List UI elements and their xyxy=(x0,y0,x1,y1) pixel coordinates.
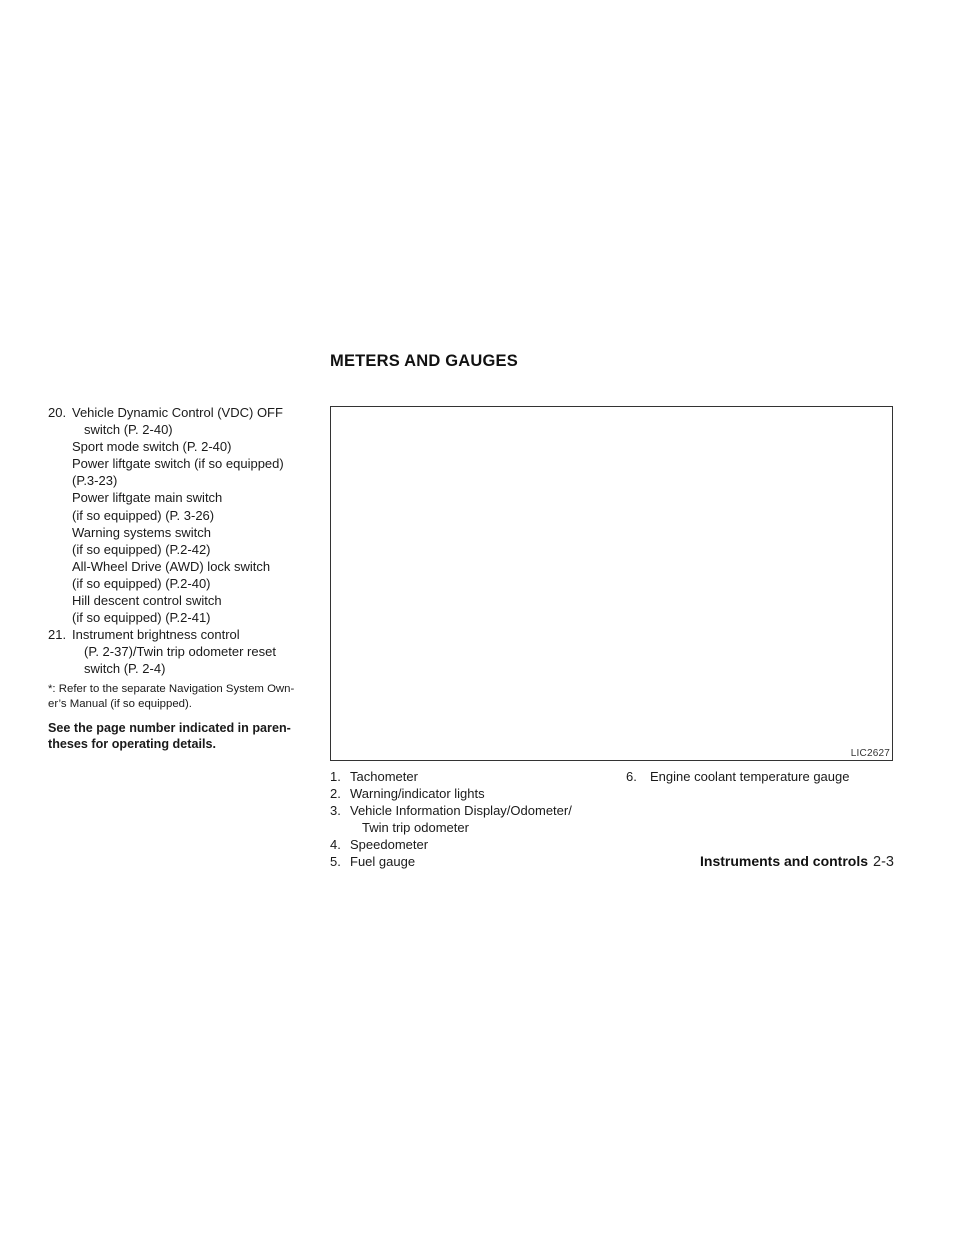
callout-number: 5. xyxy=(330,854,341,870)
page-footer xyxy=(700,853,894,870)
callout-text: Fuel gauge xyxy=(350,854,416,870)
callout-item xyxy=(330,836,600,853)
footer-section-name: Instruments and controls xyxy=(700,853,869,869)
item-line: (P.3-23) xyxy=(72,473,118,489)
operating-details-note xyxy=(48,720,320,752)
callout-number: 6. xyxy=(626,769,637,784)
callout-text-continued: Twin trip odometer xyxy=(362,820,469,836)
callout-number: 1. xyxy=(330,769,341,784)
callout-item xyxy=(330,785,600,802)
callout-list-left xyxy=(330,768,600,871)
item-body xyxy=(72,404,320,626)
callout-item xyxy=(330,768,600,785)
section-title: METERS AND GAUGES xyxy=(330,352,518,370)
item-line: switch (P. 2-4) xyxy=(84,661,166,677)
callout-text: Warning/indicator lights xyxy=(350,786,485,802)
item-line: Sport mode switch (P. 2-40) xyxy=(72,439,232,455)
callout-list-right xyxy=(626,768,894,785)
list-item-20 xyxy=(48,404,320,626)
instrument-panel-figure xyxy=(330,406,893,761)
callout-item xyxy=(626,768,894,785)
item-line: (if so equipped) (P. 3-26) xyxy=(72,507,215,523)
item-line: (if so equipped) (P.2-41) xyxy=(72,610,211,626)
figure-code: LIC2627 xyxy=(850,748,890,759)
item-line: Power liftgate main switch xyxy=(72,490,223,506)
callout-text: Speedometer xyxy=(350,837,429,853)
footnote-line: er’s Manual (if so equipped). xyxy=(48,697,192,710)
item-line: (if so equipped) (P.2-40) xyxy=(72,575,211,591)
left-column xyxy=(48,404,320,752)
page-number: 2-3 xyxy=(873,854,894,870)
list-item-21 xyxy=(48,626,320,677)
callout-number: 4. xyxy=(330,837,341,853)
callout-text: Tachometer xyxy=(350,769,418,784)
callout-text: Engine coolant temperature gauge xyxy=(650,769,850,784)
item-number: 21. xyxy=(48,627,67,643)
item-line: (if so equipped) (P.2-42) xyxy=(72,541,211,557)
callout-text: Vehicle Information Display/Odometer/ xyxy=(350,803,572,819)
item-line: (P. 2-37)/Twin trip odometer reset xyxy=(84,644,276,660)
callout-number: 2. xyxy=(330,786,341,802)
item-number: 20. xyxy=(48,405,67,420)
callout-item xyxy=(330,853,600,870)
footnote-line: *: Refer to the separate Navigation System Own- xyxy=(48,682,295,695)
note-line: theses for operating details. xyxy=(48,736,216,751)
item-line: Power liftgate switch (if so equipped) xyxy=(72,456,284,472)
footnote xyxy=(48,682,320,712)
callout-number: 3. xyxy=(330,803,341,819)
note-line: See the page number indicated in paren- xyxy=(48,720,291,735)
item-line: Instrument brightness control xyxy=(72,627,240,643)
item-line: All-Wheel Drive (AWD) lock switch xyxy=(72,558,271,574)
item-line: Warning systems switch xyxy=(72,524,211,540)
item-line: Vehicle Dynamic Control (VDC) OFF xyxy=(72,405,283,420)
item-line: switch (P. 2-40) xyxy=(84,422,173,438)
item-line: Hill descent control switch xyxy=(72,593,222,609)
item-body xyxy=(72,626,320,677)
callout-item xyxy=(330,802,600,836)
